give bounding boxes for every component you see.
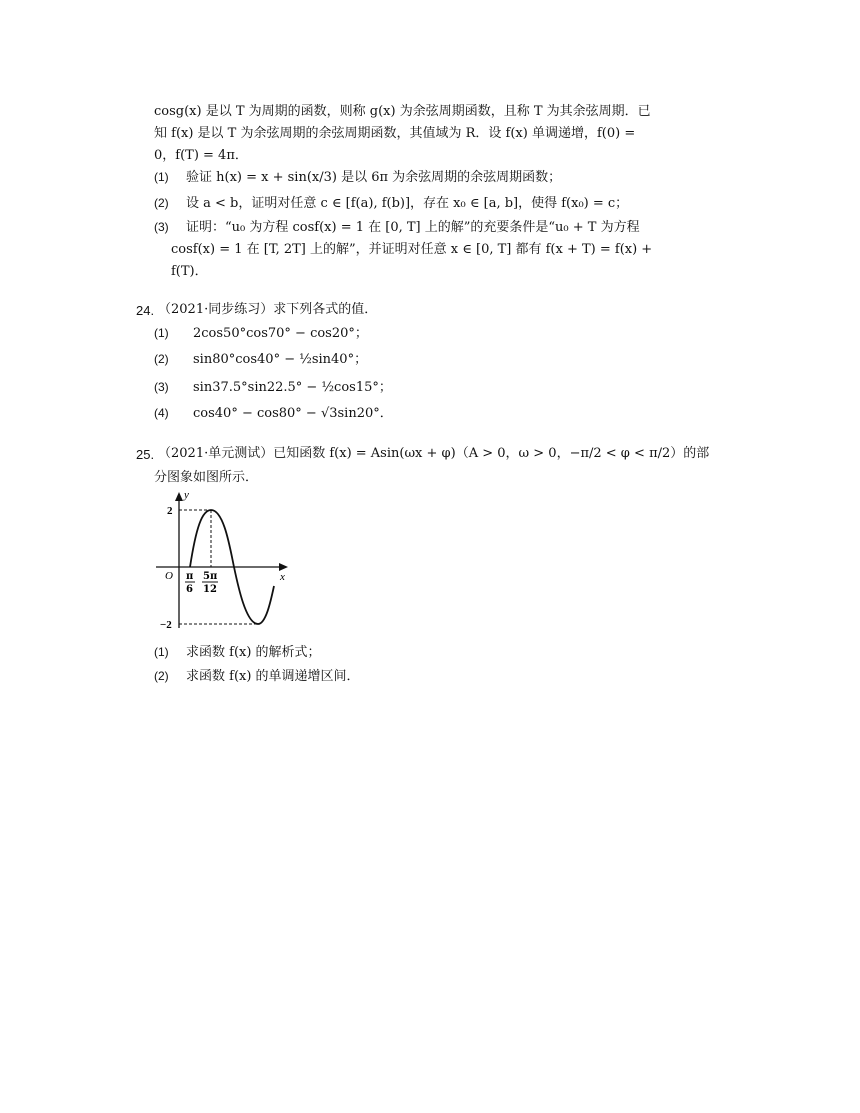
x-tick-pi-over-6 [185,571,195,595]
q24-item-3-number: (3) [154,380,169,394]
x-tick-5pi-over-12 [202,571,218,595]
q24-item-1-text: 2cos50°cos70° − cos20°； [193,326,368,341]
y-axis-arrow [175,492,183,501]
q23-item-3-line3: f(T)． [171,264,208,279]
svg-text:6: 6 [186,584,193,595]
q23-item-1-text: 验证 h(x) = x + sin(x/3) 是以 6π 为余弦周期的余弦周期函数； [186,170,562,185]
q23-intro-line1: cosg(x) 是以 T 为周期的函数，则称 g(x) 为余弦周期函数，且称 T 为其余弦周期．已 [154,104,651,119]
q23-item-2-number: (2) [154,196,169,210]
q24-number: 24. [136,303,155,318]
y-max-label: 2 [167,505,173,517]
q23-item-1-number: (1) [154,170,169,184]
q23-intro-line3: 0，f(T) = 4π． [154,148,248,163]
q23-intro-line2: 知 f(x) 是以 T 为余弦周期的余弦周期函数，其值域为 R．设 f(x) 单调递增，f(0) = [154,126,636,141]
q25-number: 25. [136,447,155,462]
q24-item-4-number: (4) [154,406,169,420]
q25-item-2-text: 求函数 f(x) 的单调递增区间． [186,669,360,684]
q23-item-2-text: 设 a < b，证明对任意 c ∈ [f(a), f(b)]，存在 x₀ ∈ [a, b]，使得 f(x₀) = c； [186,196,629,211]
svg-text:π: π [186,571,194,582]
q24-item-1-number: (1) [154,326,169,340]
origin-label: O [165,570,173,582]
svg-text:5π: 5π [203,571,218,582]
x-axis-label: x [280,571,285,583]
q24-item-2-text: sin80°cos40° − ½sin40°； [193,352,368,367]
q24-item-4-text: cos40° − cos80° − √3sin20°． [193,406,393,421]
q24-source: （2021·同步练习）求下列各式的值． [158,302,378,317]
q25-item-1-text: 求函数 f(x) 的解析式； [186,645,321,660]
q25-item-2-number: (2) [154,669,169,683]
q24-item-3-text: sin37.5°sin22.5° − ½cos15°； [193,380,392,395]
q25-line2: 分图象如图所示． [154,470,259,485]
q25-item-1-number: (1) [154,645,169,659]
y-axis-label: y [184,489,189,501]
q23-item-3-number: (3) [154,220,169,234]
sine-graph [148,488,293,633]
q23-item-3-line1: 证明：“u₀ 为方程 cosf(x) = 1 在 [0, T] 上的解”的充要条件是“u₀ + T 为方程 [186,220,640,235]
q23-item-3-line2: cosf(x) = 1 在 [T, 2T] 上的解”，并证明对任意 x ∈ [0, T] 都有 f(x + T) = f(x) + [171,242,653,257]
y-min-label: −2 [160,619,172,631]
x-axis-arrow [279,563,288,571]
q25-line1: （2021·单元测试）已知函数 f(x) = Asin(ωx + φ)（A > 0，ω > 0，−π/2 < φ < π/2）的部 [158,446,710,461]
q24-item-2-number: (2) [154,352,169,366]
svg-text:12: 12 [203,584,217,595]
